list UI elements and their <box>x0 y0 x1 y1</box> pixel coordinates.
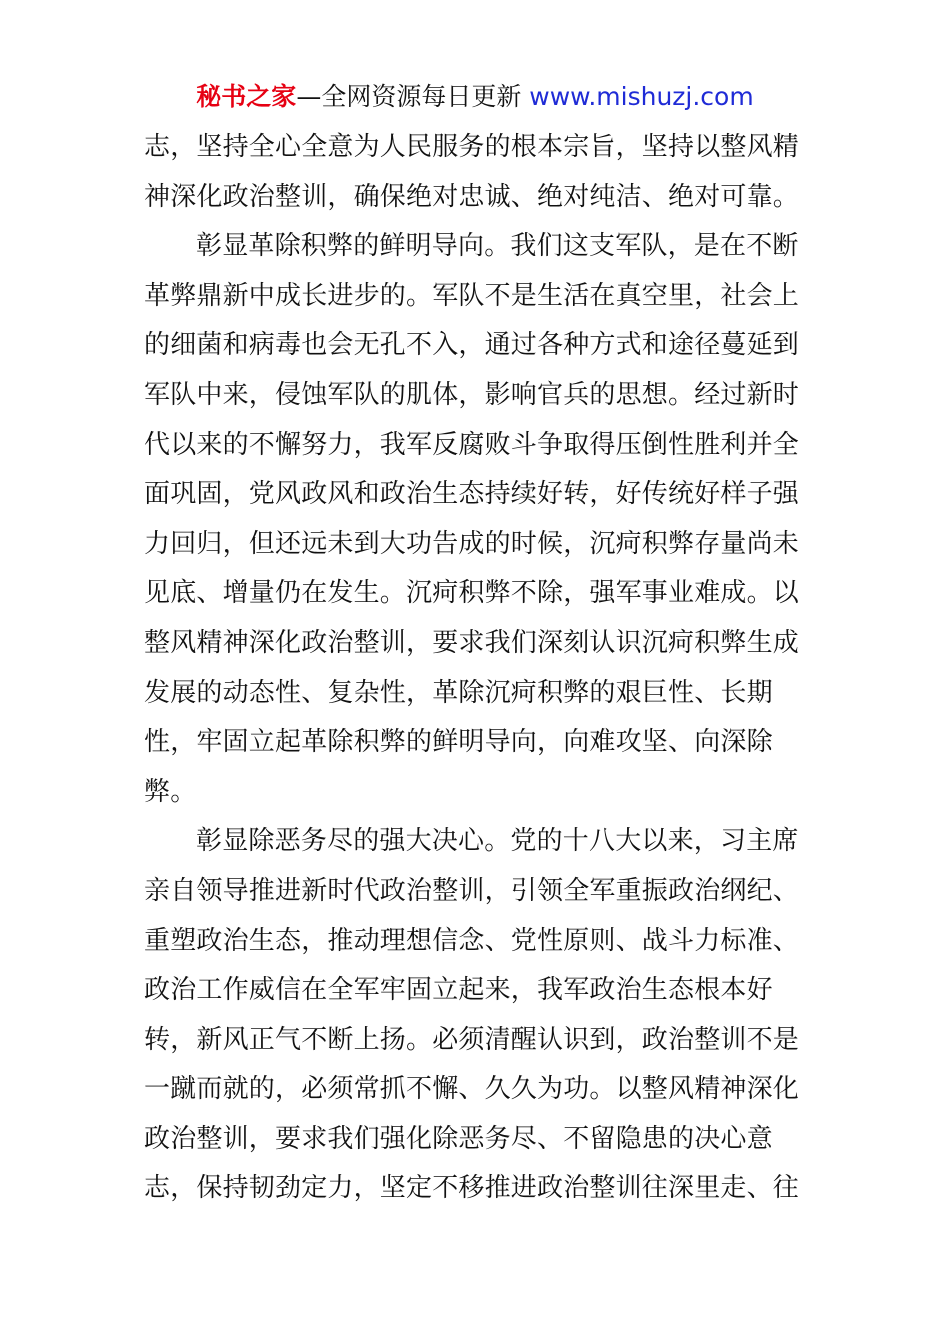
text-line: 发展的动态性、复杂性，革除沉疴积弊的艰巨性、长期 <box>144 677 773 708</box>
text-line: 彰显革除积弊的鲜明导向。我们这支军队，是在不断 <box>196 231 799 262</box>
text-line: 面巩固，党风政风和政治生态持续好转，好传统好样子强 <box>144 479 800 510</box>
text-line: 弊。 <box>144 776 197 807</box>
site-url-link[interactable]: www.mishuzj.com <box>529 82 754 111</box>
document-body <box>144 123 808 1214</box>
text-line: 志，保持韧劲定力，坚定不移推进政治整训往深里走、往 <box>144 1173 800 1204</box>
text-line: 转，新风正气不断上扬。必须清醒认识到，政治整训不是 <box>144 1024 800 1055</box>
text-line: 彰显除恶务尽的强大决心。党的十八大以来，习主席 <box>196 826 799 857</box>
text-line: 志，坚持全心全意为人民服务的根本宗旨，坚持以整风精 <box>144 132 800 162</box>
text-line: 力回归，但还远未到大功告成的时候，沉疴积弊存量尚未 <box>144 528 800 559</box>
text-line: 革弊鼎新中成长进步的。军队不是生活在真空里，社会上 <box>144 280 800 311</box>
text-line: 政治工作威信在全军牢固立起来，我军政治生态根本好 <box>144 975 773 1006</box>
text-line: 性，牢固立起革除积弊的鲜明导向，向难攻坚、向深除 <box>144 727 773 758</box>
text-line: 见底、增量仍在发生。沉疴积弊不除，强军事业难成。以 <box>144 578 800 609</box>
page-header <box>0 80 950 114</box>
header-tagline: —全网资源每日更新 <box>296 82 522 111</box>
brand-name: 秘书之家 <box>196 82 297 111</box>
text-line: 整风精神深化政治整训，要求我们深刻认识沉疴积弊生成 <box>144 627 800 658</box>
text-line: 重塑政治生态，推动理想信念、党性原则、战斗力标准、 <box>144 925 800 956</box>
text-line: 神深化政治整训，确保绝对忠诚、绝对纯洁、绝对可靠。 <box>144 181 800 212</box>
text-line: 政治整训，要求我们强化除恶务尽、不留隐患的决心意 <box>144 1123 773 1154</box>
text-line: 一蹴而就的，必须常抓不懈、久久为功。以整风精神深化 <box>144 1074 800 1105</box>
text-line: 亲自领导推进新时代政治整训，引领全军重振政治纲纪、 <box>144 875 800 906</box>
text-line: 军队中来，侵蚀军队的肌体，影响官兵的思想。经过新时 <box>144 379 800 410</box>
text-line: 代以来的不懈努力，我军反腐败斗争取得压倒性胜利并全 <box>144 429 800 460</box>
text-line: 的细菌和病毒也会无孔不入，通过各种方式和途径蔓延到 <box>144 330 800 361</box>
